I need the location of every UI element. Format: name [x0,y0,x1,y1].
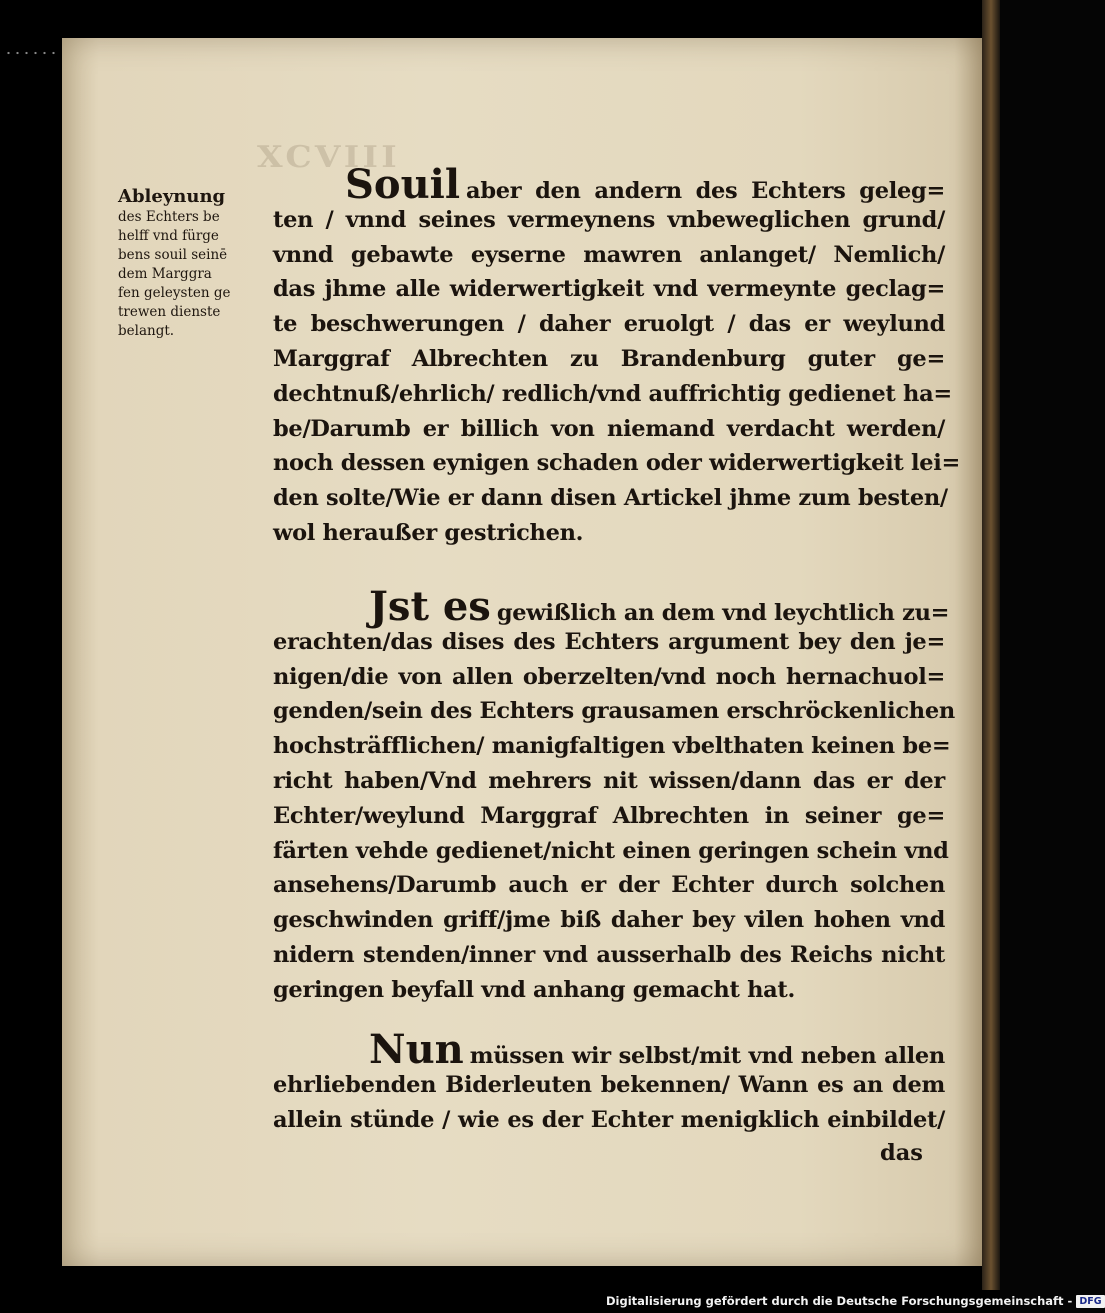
line-text: müssen wir selbst/mit vnd neben allen [469,1043,945,1069]
text-line: wol heraußer gestrichen. [273,519,584,546]
marginal-note-line: des Echters be [118,209,220,225]
initial-word: Nun [369,1026,464,1073]
paragraph-2 [273,583,955,1008]
text-line: ansehens/Darumb auch er der Echter durch solchen [273,872,945,899]
initial-word: Jst es [369,583,491,630]
text-line: genden/sein des Echters grausamen erschröckenlichen [273,698,955,725]
catchword: das [880,1140,923,1166]
marginal-note-line: belangt. [118,323,175,339]
text-line [273,583,950,630]
text-line: vnnd gebawte eyserne mawren anlanget/ Nemlich/ [273,241,945,268]
marginal-note-line: fen geleysten ge [118,285,231,301]
text-line: te beschwerungen / daher eruolgt / das er weylund [273,311,945,338]
text-line: allein stünde / wie es der Echter menigklich einbildet/ [273,1106,945,1133]
text-line: Echter/weylund Marggraf Albrechten in seiner ge= [273,802,945,829]
text-line [273,1026,945,1073]
footer-text: Digitalisierung gefördert durch die Deutsche Forschungsgemeinschaft - [606,1294,1073,1308]
marginal-note-line: helff vnd fürge [118,228,219,244]
folio-number: XCVIII [257,140,401,175]
text-line: ten / vnnd seines vermeynens vnbeweglichen grund/ [273,206,945,233]
footer-credit [606,1293,1105,1309]
paragraph-1 [273,161,961,551]
marginal-note-line: bens souil seinē [118,247,228,263]
text-line: den solte/Wie er dann disen Artickel jhme zum besten/ [273,485,948,512]
marginal-note-line: Ableynung [118,186,226,207]
text-line: richt haben/Vnd mehrers nit wissen/dann das er der [273,767,945,794]
text-line: Marggraf Albrechten zu Brandenburg guter ge= [273,345,945,372]
text-line: das jhme alle widerwertigkeit vnd vermeynte geclag= [273,276,945,303]
paragraph-3 [273,1026,945,1137]
text-line [273,161,945,208]
text-line: färten vehde gedienet/nicht einen geringen schein vnd [273,837,949,864]
text-line: noch dessen eynigen schaden oder widerwertigkeit lei= [273,450,961,477]
marginal-note-line: trewen dienste [118,304,221,320]
text-line: be/Darumb er billich von niemand verdacht werden/ [273,415,945,442]
dfg-logo: DFG [1076,1295,1104,1308]
initial-word: Souil [345,161,461,208]
text-line: geringen beyfall vnd anhang gemacht hat. [273,976,796,1003]
text-line: dechtnuß/ehrlich/ redlich/vnd auffrichtig gedienet ha= [273,380,952,407]
text-line: ehrliebenden Biderleuten bekennen/ Wann es an dem [273,1071,945,1098]
text-line: geschwinden griff/jme biß daher bey vilen hohen vnd [273,907,945,934]
book-spine-edge [982,0,1000,1290]
line-text: aber den andern des Echters geleg= [466,178,945,204]
ruler-dots [4,50,60,56]
text-line: nigen/die von allen oberzelten/vnd noch hernachuol= [273,663,945,690]
line-text: gewißlich an dem vnd leychtlich zu= [496,600,950,626]
text-line: nidern stenden/inner vnd ausserhalb des Reichs nicht [273,941,945,968]
text-line: hochsträfflichen/ manigfaltigen vbelthaten keinen be= [273,733,951,760]
text-line: erachten/das dises des Echters argument bey den je= [273,628,945,655]
marginal-note [118,186,268,341]
marginal-note-line: dem Marggra [118,266,212,282]
